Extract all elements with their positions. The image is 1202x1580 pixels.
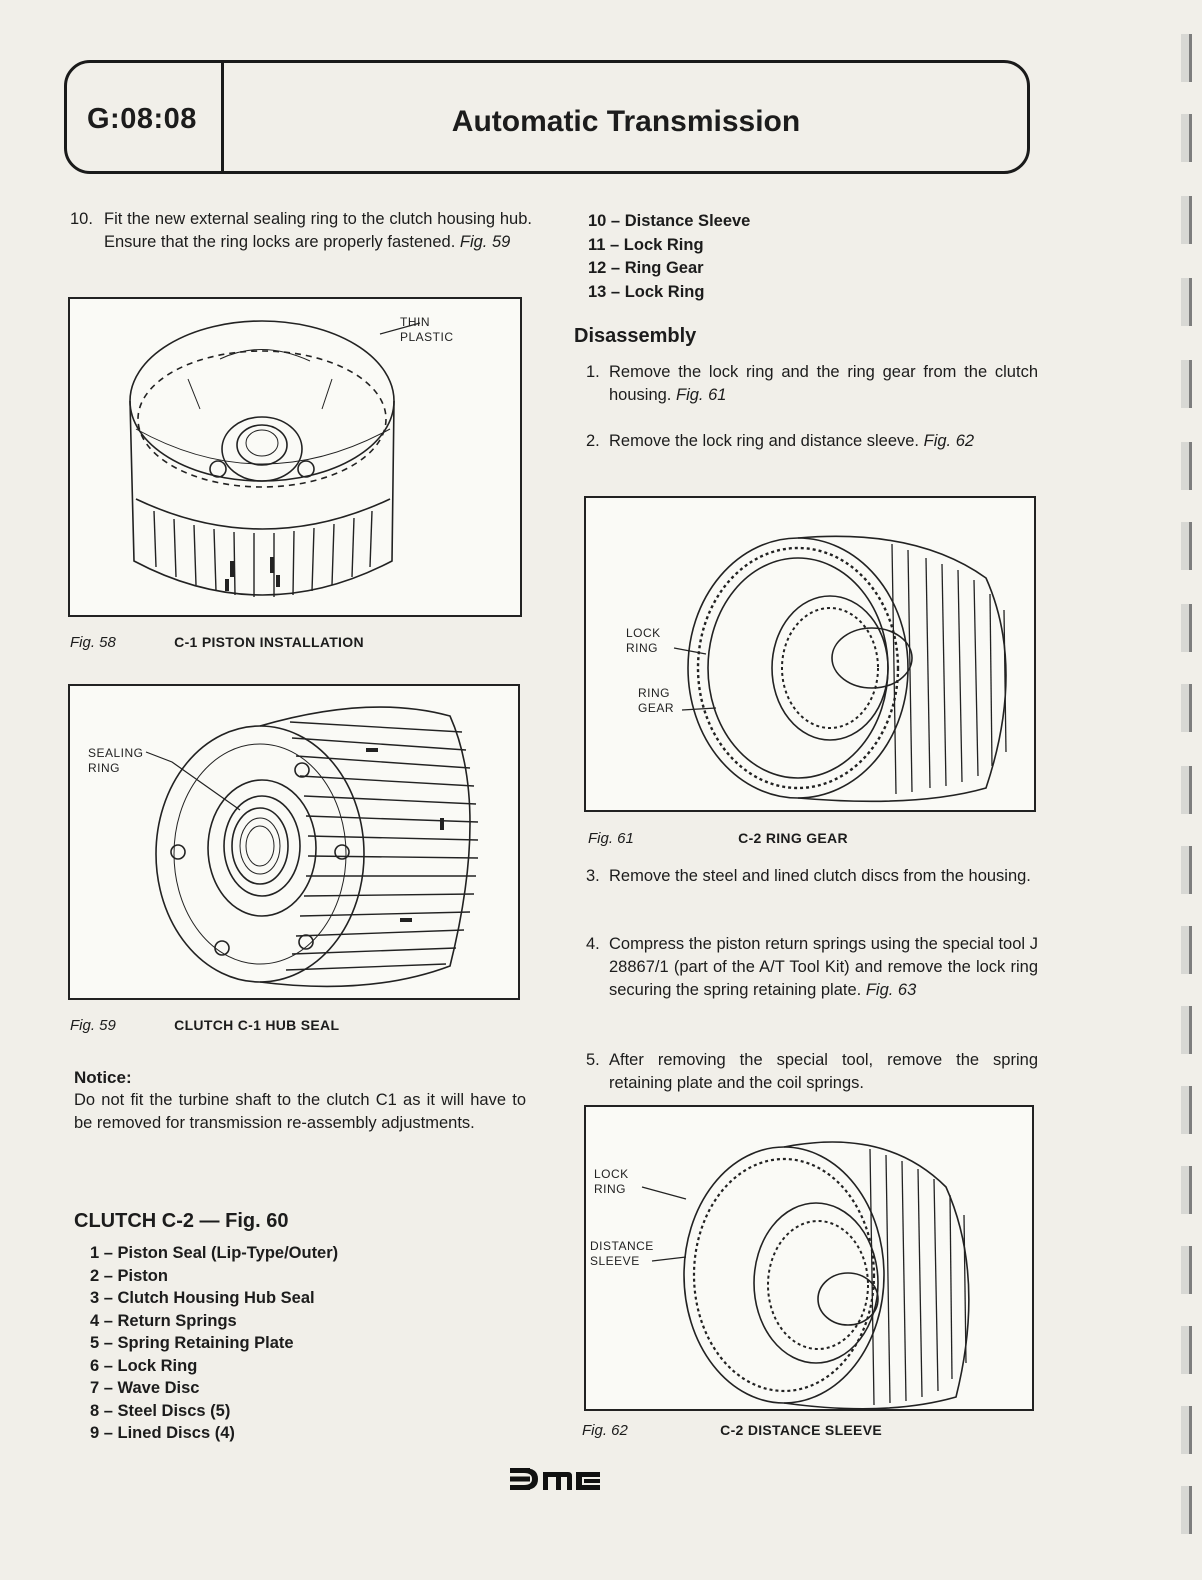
callout-line-2: RING — [626, 641, 658, 655]
step-text: Remove the lock ring and distance sleeve. — [609, 432, 920, 450]
disassembly-step-5 — [586, 1049, 1038, 1095]
clutch-c2-heading: CLUTCH C-2 — Fig. 60 — [74, 1210, 289, 1232]
step-number: 4. — [586, 935, 600, 953]
step-number: 10. — [70, 210, 93, 228]
parts-list-item: 7 – Wave Disc — [90, 1379, 200, 1397]
parts-list-item: 9 – Lined Discs (4) — [90, 1424, 235, 1442]
page-header — [64, 60, 1030, 174]
step-text: After removing the special tool, remove the spring retaining plate and the coil springs. — [609, 1051, 1038, 1092]
disassembly-heading: Disassembly — [574, 325, 697, 347]
step-text: Remove the lock ring and the ring gear from the clutch housing. — [609, 363, 1038, 404]
parts-list-item: 2 – Piston — [90, 1266, 168, 1285]
hub-seal-illustration — [70, 686, 520, 1000]
binder-tab — [1181, 1406, 1192, 1454]
step-text: Fit the new external sealing ring to the clutch housing hub. Ensure that the ring locks are properly fastened. — [104, 210, 532, 251]
figure-reference: Fig. 63 — [865, 981, 917, 999]
figure-62-caption — [582, 1422, 882, 1439]
figure-reference: Fig. 59 — [459, 233, 511, 251]
disassembly-step-3 — [586, 865, 1038, 888]
section-code: G:08:08 — [87, 103, 197, 135]
parts-list-item: 10 – Distance Sleeve — [588, 212, 751, 230]
binder-tab — [1181, 604, 1192, 652]
figure-reference: Fig. 61 — [675, 386, 727, 404]
notice-title: Notice: — [74, 1068, 132, 1087]
callout-line-2: RING — [594, 1182, 626, 1196]
callout-line-1: LOCK — [626, 626, 661, 640]
callout-line-1: LOCK — [594, 1167, 629, 1181]
disassembly-step-4 — [586, 933, 1038, 1002]
binder-tab — [1181, 34, 1192, 82]
parts-list-item: 8 – Steel Discs (5) — [90, 1401, 231, 1420]
parts-list-item: 5 – Spring Retaining Plate — [90, 1334, 294, 1352]
page-title: Automatic Transmission — [451, 105, 801, 138]
figure-title: C-1 PISTON INSTALLATION — [174, 634, 364, 650]
binder-tab — [1181, 114, 1192, 162]
callout-line-2: GEAR — [638, 701, 675, 715]
binder-tab — [1181, 1006, 1192, 1054]
binder-tab — [1181, 1486, 1192, 1534]
figure-59-caption — [70, 1017, 339, 1034]
callout-distance-sleeve — [590, 1239, 654, 1269]
binder-tab — [1181, 522, 1192, 570]
step-number: 5. — [586, 1051, 600, 1069]
callout-line-1: RING — [638, 686, 670, 700]
figure-59-hub-seal — [68, 684, 520, 1000]
step-text: Compress the piston return springs using the special tool J 28867/1 (part of the A/T Tool Kit) and remove the lock ring securing the spring retaining plate. — [609, 935, 1038, 999]
dmc-logo — [510, 1466, 600, 1492]
figure-61-caption — [588, 830, 848, 847]
parts-list-item: 12 – Ring Gear — [588, 259, 704, 277]
figure-title: CLUTCH C-1 HUB SEAL — [174, 1017, 340, 1033]
binder-tab — [1181, 442, 1192, 490]
callout-line-1: DISTANCE — [590, 1239, 654, 1253]
piston-illustration — [70, 299, 522, 617]
figure-number: Fig. 61 — [588, 830, 634, 847]
binder-tab — [1181, 196, 1192, 244]
figure-title: C-2 DISTANCE SLEEVE — [720, 1422, 882, 1438]
callout-lock-ring — [626, 626, 661, 656]
header-divider — [221, 63, 224, 171]
figure-reference: Fig. 62 — [923, 432, 975, 450]
disassembly-step-1 — [586, 361, 1038, 407]
figure-58-piston-installation — [68, 297, 522, 617]
figure-title: C-2 RING GEAR — [738, 830, 848, 846]
binder-tab — [1181, 1326, 1192, 1374]
step-number: 2. — [586, 432, 600, 450]
notice-text: Do not fit the turbine shaft to the clutch C1 as it will have to be removed for transmission re-assembly adjustments. — [74, 1091, 526, 1132]
parts-list-item: 6 – Lock Ring — [90, 1356, 198, 1375]
parts-list-item: 4 – Return Springs — [90, 1311, 237, 1330]
binder-tab — [1181, 278, 1192, 326]
figure-62-distance-sleeve — [584, 1105, 1034, 1411]
step-10 — [70, 208, 532, 254]
callout-line-2: PLASTIC — [400, 330, 454, 344]
figure-61-ring-gear — [584, 496, 1036, 812]
figure-58-caption — [70, 634, 364, 651]
step-text: Remove the steel and lined clutch discs from the housing. — [609, 867, 1031, 885]
callout-line-2: SLEEVE — [590, 1254, 640, 1268]
parts-list-1-9 — [90, 1242, 338, 1445]
callout-line-2: RING — [88, 761, 120, 775]
callout-lock-ring — [594, 1167, 629, 1197]
parts-list-10-13 — [588, 210, 750, 304]
parts-list-item: 13 – Lock Ring — [588, 282, 705, 301]
binder-tab — [1181, 926, 1192, 974]
callout-thin-plastic — [400, 315, 454, 345]
figure-number: Fig. 58 — [70, 634, 116, 651]
callout-line-1: THIN — [400, 315, 430, 329]
figure-number: Fig. 59 — [70, 1017, 116, 1034]
callout-sealing-ring — [88, 746, 144, 776]
binder-tab — [1181, 766, 1192, 814]
binder-tab — [1181, 1086, 1192, 1134]
parts-list-item: 1 – Piston Seal (Lip-Type/Outer) — [90, 1244, 339, 1262]
parts-list-item: 11 – Lock Ring — [588, 235, 704, 254]
step-number: 3. — [586, 867, 600, 885]
binder-tab — [1181, 684, 1192, 732]
callout-ring-gear — [638, 686, 674, 716]
callout-line-1: SEALING — [88, 746, 144, 760]
binder-tab — [1181, 360, 1192, 408]
binder-tab — [1181, 846, 1192, 894]
step-number: 1. — [586, 363, 600, 381]
figure-number: Fig. 62 — [582, 1422, 628, 1439]
binder-tab — [1181, 1246, 1192, 1294]
parts-list-item: 3 – Clutch Housing Hub Seal — [90, 1289, 315, 1307]
disassembly-step-2 — [586, 430, 1038, 453]
binder-tab — [1181, 1166, 1192, 1214]
